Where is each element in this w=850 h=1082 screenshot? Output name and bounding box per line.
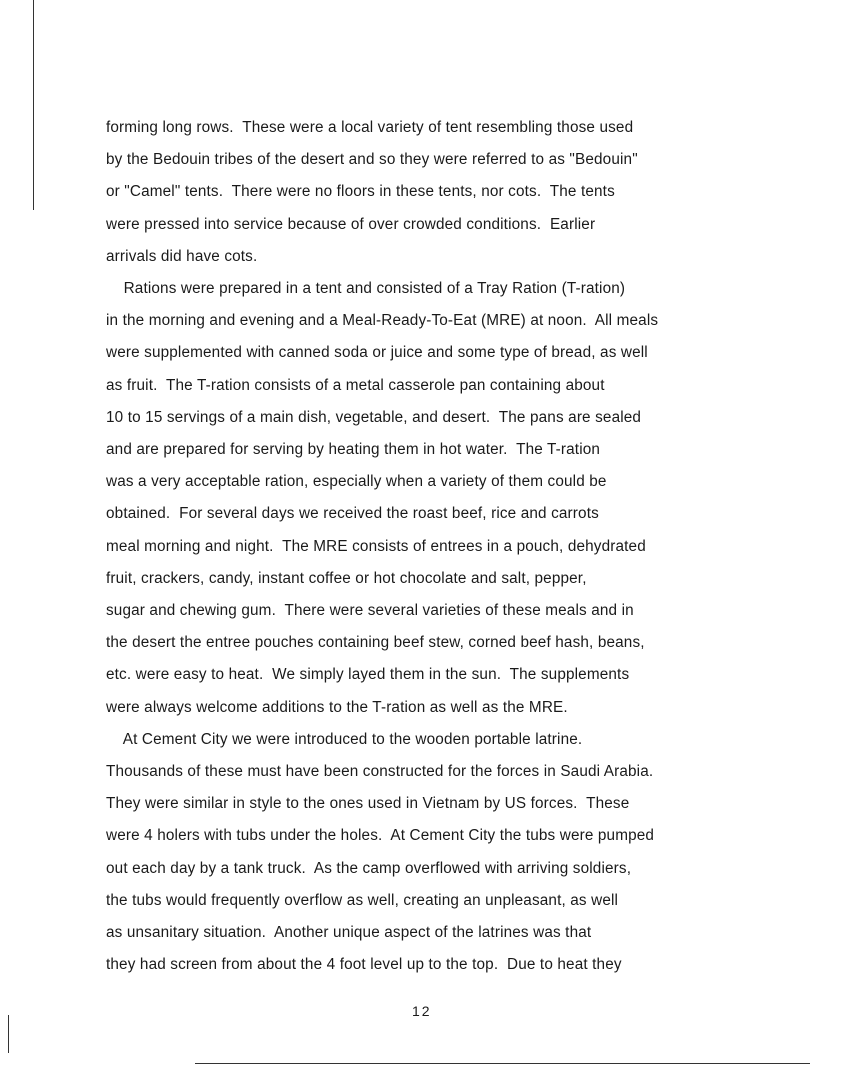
- text-line: 10 to 15 servings of a main dish, vegetable, and desert. The pans are sealed: [106, 408, 642, 426]
- text-line: the desert the entree pouches containing beef stew, corned beef hash, beans,: [106, 634, 645, 652]
- text-line: as unsanitary situation. Another unique aspect of the latrines was that: [106, 924, 592, 941]
- text-line: meal morning and night. The MRE consists of entrees in a pouch, dehydrated: [106, 537, 646, 555]
- text-line: out each day by a tank truck. As the camp overflowed with arriving soldiers,: [106, 859, 632, 877]
- text-line: by the Bedouin tribes of the desert and so they were referred to as "Bedouin": [106, 151, 638, 169]
- text-line: in the morning and evening and a Meal-Ready-To-Eat (MRE) at noon. All meals: [106, 312, 659, 330]
- text-line: were 4 holers with tubs under the holes. At Cement City the tubs were pumped: [106, 827, 655, 845]
- scan-edge-bottom: [195, 1063, 810, 1064]
- text-line: sugar and chewing gum. There were several varieties of these meals and in: [106, 602, 634, 619]
- text-line: obtained. For several days we received the roast beef, rice and carrots: [106, 505, 599, 523]
- text-line: etc. were easy to heat. We simply layed them in the sun. The supplements: [106, 666, 630, 684]
- scan-edge-left-bottom: [8, 1015, 9, 1053]
- text-line: were always welcome additions to the T-ration as well as the MRE.: [106, 698, 568, 716]
- scan-edge-left-top: [33, 0, 34, 210]
- text-line: At Cement City we were introduced to the wooden portable latrine.: [106, 730, 583, 748]
- text-line: they had screen from about the 4 foot level up to the top. Due to heat they: [106, 956, 622, 974]
- page-number: 12: [412, 1003, 432, 1019]
- text-line: forming long rows. These were a local variety of tent resembling those used: [106, 119, 634, 136]
- text-line: Rations were prepared in a tent and consisted of a Tray Ration (T-ration): [106, 280, 626, 297]
- text-line: Thousands of these must have been constructed for the forces in Saudi Arabia.: [106, 763, 654, 780]
- text-line: as fruit. The T-ration consists of a metal casserole pan containing about: [106, 376, 605, 394]
- text-line: were supplemented with canned soda or juice and some type of bread, as well: [106, 344, 648, 362]
- text-line: They were similar in style to the ones used in Vietnam by US forces. These: [106, 795, 630, 813]
- text-line: the tubs would frequently overflow as well, creating an unpleasant, as well: [106, 891, 619, 909]
- text-line: were pressed into service because of over crowded conditions. Earlier: [106, 215, 596, 233]
- text-line: and are prepared for serving by heating them in hot water. The T-ration: [106, 441, 601, 458]
- text-line: fruit, crackers, candy, instant coffee or hot chocolate and salt, pepper,: [106, 569, 587, 587]
- text-line: was a very acceptable ration, especially when a variety of them could be: [106, 473, 607, 491]
- text-line: arrivals did have cots.: [106, 247, 258, 265]
- text-line: or "Camel" tents. There were no floors in these tents, nor cots. The tents: [106, 183, 615, 201]
